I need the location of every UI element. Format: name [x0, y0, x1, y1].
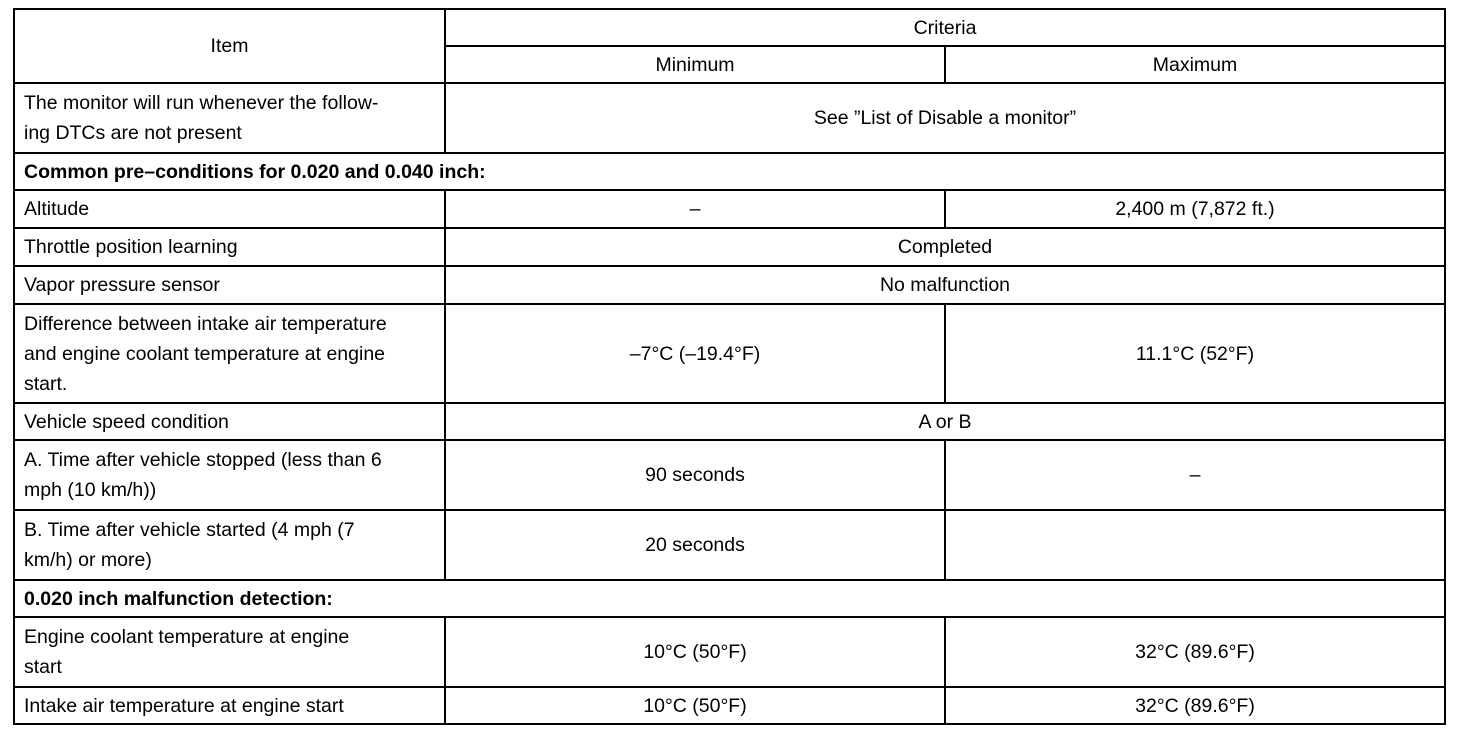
header-maximum: Maximum [945, 46, 1445, 83]
row-maximum: 2,400 m (7,872 ft.) [945, 190, 1445, 228]
criteria-table [13, 8, 1446, 725]
section-title: Common pre–conditions for 0.020 and 0.040 inch: [14, 153, 1445, 190]
row-item: Intake air temperature at engine start [14, 687, 445, 724]
table-row [14, 403, 1445, 440]
table-row [14, 687, 1445, 724]
section-row [14, 580, 1445, 617]
row-criteria: No malfunction [445, 266, 1445, 304]
row-item: Difference between intake air temperature and engine coolant temperature at engine start. [14, 304, 445, 403]
header-criteria: Criteria [445, 9, 1445, 46]
row-item: The monitor will run whenever the follow- ing DTCs are not present [14, 83, 445, 153]
row-item: Throttle position learning [14, 228, 445, 266]
header-row-1 [14, 9, 1445, 46]
row-criteria: See ”List of Disable a monitor” [445, 83, 1445, 153]
table-row [14, 266, 1445, 304]
row-maximum [945, 510, 1445, 580]
row-minimum: 90 seconds [445, 440, 945, 510]
row-item: Engine coolant temperature at engine start [14, 617, 445, 687]
header-item: Item [14, 9, 445, 83]
table-row [14, 190, 1445, 228]
row-maximum: 32°C (89.6°F) [945, 687, 1445, 724]
row-criteria: Completed [445, 228, 1445, 266]
row-minimum: 10°C (50°F) [445, 687, 945, 724]
row-minimum: – [445, 190, 945, 228]
row-maximum: – [945, 440, 1445, 510]
table-row [14, 510, 1445, 580]
row-minimum: 20 seconds [445, 510, 945, 580]
section-title: 0.020 inch malfunction detection: [14, 580, 1445, 617]
row-item: Vapor pressure sensor [14, 266, 445, 304]
row-criteria: A or B [445, 403, 1445, 440]
table-row [14, 440, 1445, 510]
table-row [14, 617, 1445, 687]
row-maximum: 32°C (89.6°F) [945, 617, 1445, 687]
row-item: Vehicle speed condition [14, 403, 445, 440]
row-minimum: –7°C (–19.4°F) [445, 304, 945, 403]
header-minimum: Minimum [445, 46, 945, 83]
table-row [14, 228, 1445, 266]
section-row [14, 153, 1445, 190]
row-item: B. Time after vehicle started (4 mph (7 km/h) or more) [14, 510, 445, 580]
row-maximum: 11.1°C (52°F) [945, 304, 1445, 403]
row-item: Altitude [14, 190, 445, 228]
table-row [14, 304, 1445, 403]
table-row [14, 83, 1445, 153]
row-minimum: 10°C (50°F) [445, 617, 945, 687]
row-item: A. Time after vehicle stopped (less than 6 mph (10 km/h)) [14, 440, 445, 510]
